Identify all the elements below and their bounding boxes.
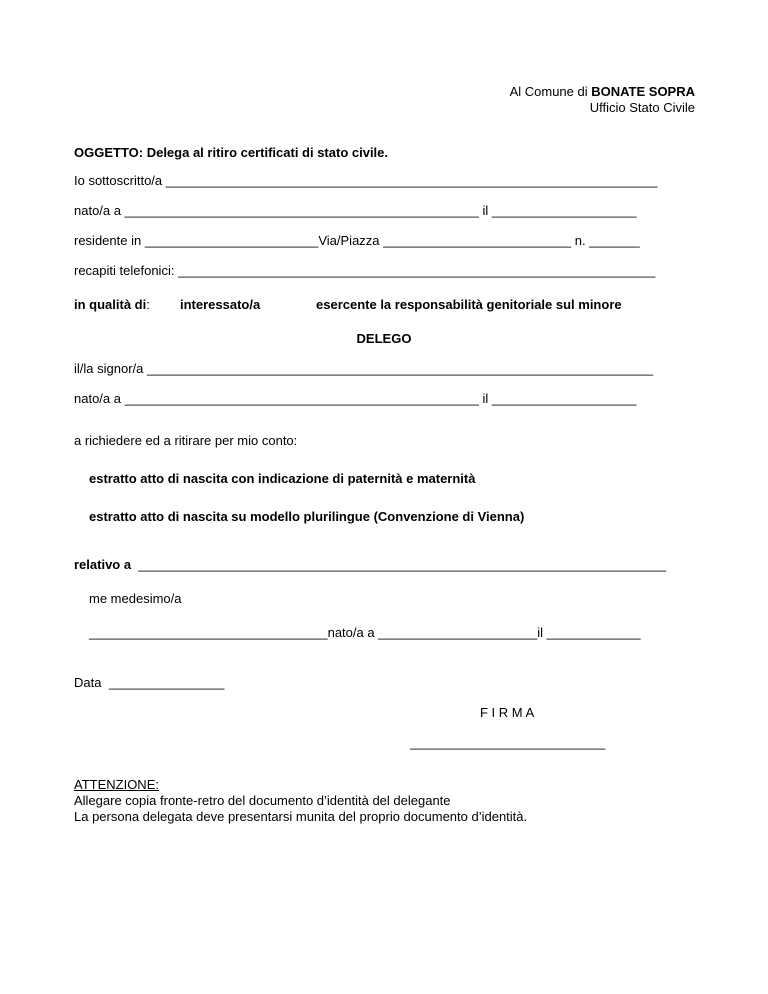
residence-field[interactable]: residente in ________________________Via/Piazza __________________________ n. _______ <box>74 233 640 248</box>
delegate-birth-field[interactable]: nato/a a _________________________________________________ il ____________________ <box>74 391 637 406</box>
capacity-colon: : <box>146 297 150 312</box>
recipient-prefix: Al Comune di <box>509 84 592 99</box>
relative-self-option[interactable]: me medesimo/a <box>89 591 182 606</box>
relative-label: relativo a <box>74 557 132 572</box>
subject: OGGETTO: Delega al ritiro certificati di stato civile. <box>74 145 389 160</box>
date-label: Data <box>74 675 102 690</box>
date-field[interactable] <box>74 675 224 691</box>
relative-other-field[interactable]: _________________________________nato/a a ______________________il _____________ <box>89 625 641 640</box>
notice-line-1: Allegare copia fronte-retro del documento d’identità del delegante <box>74 793 451 808</box>
capacity-label-text: in qualità di <box>74 297 147 312</box>
date-line: ________________ <box>101 675 225 690</box>
delegant-birth-field[interactable]: nato/a a _________________________________________________ il ____________________ <box>74 203 637 218</box>
signature-label: F I R M A <box>480 705 535 720</box>
delegate-name-field[interactable]: il/la signor/a ______________________________________________________________________ <box>74 361 654 376</box>
notice-line-2: La persona delegata deve presentarsi munita del proprio documento d’identità. <box>74 809 528 824</box>
notice-title: ATTENZIONE: <box>74 777 159 792</box>
delego-heading: DELEGO <box>356 331 412 346</box>
capacity-option-interested[interactable]: interessato/a <box>180 297 261 312</box>
phone-field[interactable]: recapiti telefonici: __________________________________________________________________ <box>74 263 656 278</box>
capacity-option-parent[interactable]: esercente la responsabilità genitoriale sul minore <box>316 297 622 312</box>
request-option-multilingual[interactable]: estratto atto di nascita su modello plurilingue (Convenzione di Vienna) <box>89 509 525 524</box>
recipient-name: BONATE SOPRA <box>591 84 695 99</box>
recipient-line <box>510 84 695 100</box>
capacity-label <box>74 297 150 313</box>
relative-line: _________________________________________________________________________ <box>131 557 667 572</box>
request-option-birth-extract[interactable]: estratto atto di nascita con indicazione di paternità e maternità <box>89 471 476 486</box>
undersigned-field[interactable]: Io sottoscritto/a ____________________________________________________________________ <box>74 173 658 188</box>
relative-field[interactable] <box>74 557 666 573</box>
signature-line[interactable]: ___________________________ <box>410 735 606 750</box>
office-name: Ufficio Stato Civile <box>589 100 695 115</box>
request-intro: a richiedere ed a ritirare per mio conto: <box>74 433 298 448</box>
